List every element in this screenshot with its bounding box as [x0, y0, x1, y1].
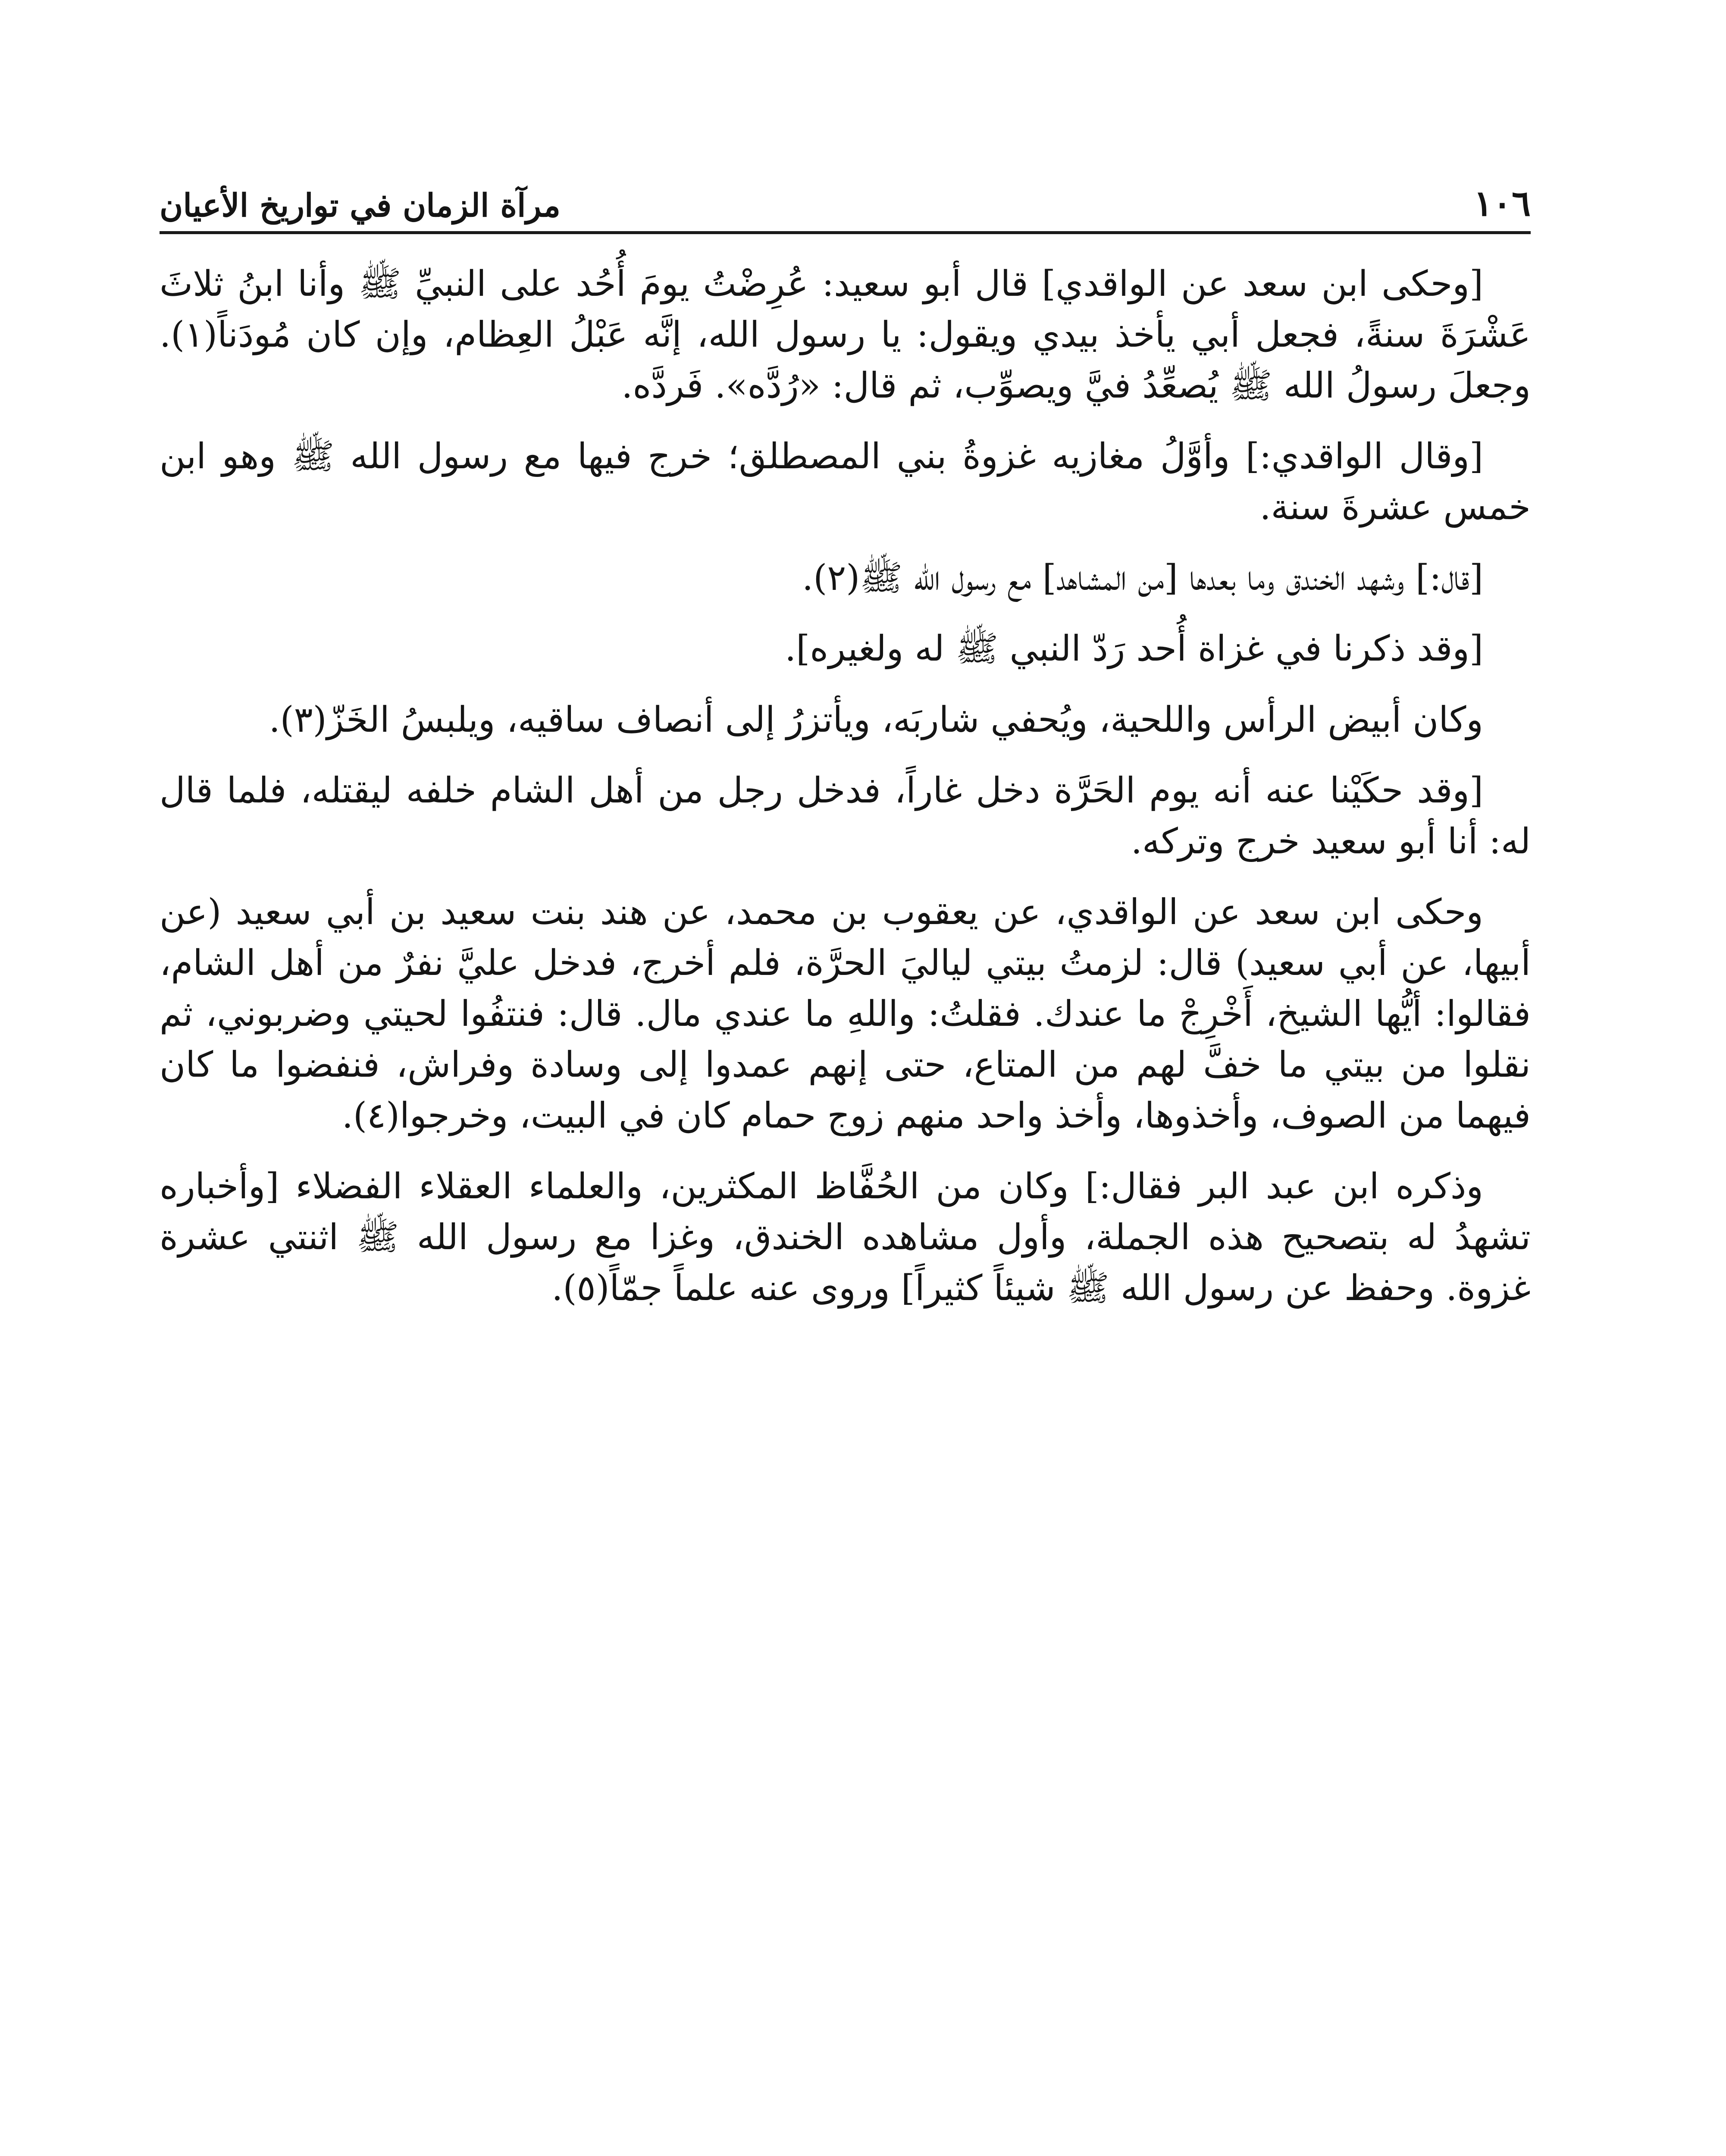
- paragraph: وكان أبيض الرأس واللحية، ويُحفي شاربَه، ويأتزرُ إلى أنصاف ساقيه، ويلبسُ الخَزّ(٣).: [269, 699, 1483, 740]
- paragraph: [وقد حكَيْنا عنه أنه يوم الحَرَّة دخل غاراً، فدخل رجل من أهل الشام خلفه ليقتله، فلما قال له: أنا أبو سعيد خرج وتركه.: [160, 770, 1531, 862]
- page-header: [160, 164, 1531, 224]
- running-title: مرآة الزمان في تواريخ الأعيان: [160, 187, 561, 224]
- paragraph: [قال:] وشهد الخندق وما بعدها [من المشاهد] مع رسول الله ﷺ(٢).: [802, 558, 1483, 599]
- book-page: [160, 129, 1531, 2156]
- paragraph: [وقال الواقدي:] وأوَّلُ مغازيه غزوةُ بني المصطلق؛ خرج فيها مع رسول الله ﷺ وهو ابن خمس عشرةَ سنة.: [160, 436, 1531, 528]
- paragraph: وذكره ابن عبد البر فقال:] وكان من الحُفَّاظ المكثرين، والعلماء العقلاء الفضلاء [وأخباره تشهدُ له بتصحيح هذه الجملة، وأول مشاهده الخندق، وغزا مع رسول الله ﷺ اثنتي عشرة غزوة. وحفظ عن رسول الله ﷺ شيئاً كثيراً] وروى عنه علماً جمّاً(٥).: [160, 1166, 1531, 1309]
- main-text: [160, 259, 1531, 1334]
- paragraph: [وقد ذكرنا في غزاة أُحد رَدّ النبي ﷺ له ولغيره].: [785, 628, 1483, 670]
- paragraph: [وحكى ابن سعد عن الواقدي] قال أبو سعيد: عُرِضْتُ يومَ أُحُد على النبيِّ ﷺ وأنا ابنُ ثلاثَ عَشْرَةَ سنةً، فجعل أبي يأخذ بيدي ويقول: يا رسول الله، إنَّه عَبْلُ العِظام، وإن كان مُودَناً(١). وجعلَ رسولُ الله ﷺ يُصعِّدُ فيَّ ويصوِّب، ثم قال: «رُدَّه». فَردَّه.: [160, 263, 1531, 407]
- paragraph: وحكى ابن سعد عن الواقدي، عن يعقوب بن محمد، عن هند بنت سعيد بن أبي سعيد (عن أبيها، عن أبي سعيد) قال: لزمتُ بيتي لياليَ الحرَّة، فلم أخرج، فدخل عليَّ نفرٌ من أهل الشام، فقالوا: أيُّها الشيخ، أَخْرِجْ ما عندك. فقلتُ: واللهِ ما عندي مال. قال: فنتفُوا لحيتي وضربوني، ثم نقلوا من بيتي ما خفَّ لهم من المتاع، حتى إنهم عمدوا إلى وسادة وفراش، فنفضوا ما كان فيهما من الصوف، وأخذوها، وأخذ واحد منهم زوج حمام كان في البيت، وخرجوا(٤).: [160, 891, 1531, 1137]
- header-divider: [160, 231, 1531, 234]
- page-number: ١٠٦: [1473, 183, 1531, 224]
